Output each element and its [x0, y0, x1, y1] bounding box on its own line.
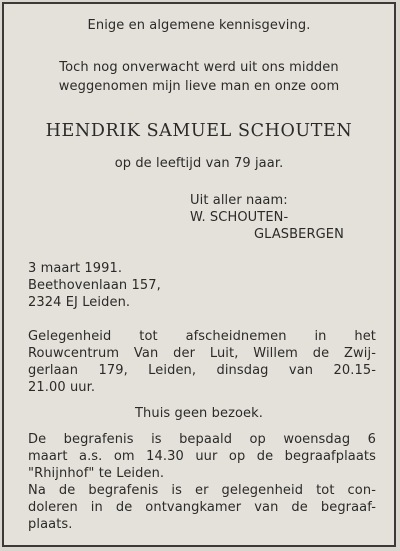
intro-line-2: weggenomen mijn lieve man en onze oom: [58, 79, 340, 94]
death-notice: [2, 2, 396, 547]
funeral-line-2: maart a.s. om 14.30 uur op de begraafplaats: [28, 449, 376, 464]
farewell-line-2: Rouwcentrum Van der Luit, Willem de Zwij-: [28, 346, 376, 361]
intro-line-1: Toch nog onverwacht werd uit ons midden: [59, 60, 339, 75]
no-visit-line: Thuis geen bezoek.: [134, 406, 264, 421]
signoff-name-1: W. SCHOUTEN-: [190, 210, 289, 225]
signoff-label: Uit aller naam:: [190, 193, 288, 208]
deceased-name: HENDRIK SAMUEL SCHOUTEN: [45, 121, 353, 141]
funeral-line-1: De begrafenis is bepaald op woensdag 6: [28, 432, 376, 447]
age-line: op de leeftijd van 79 jaar.: [114, 156, 284, 171]
address-street: Beethovenlaan 157,: [28, 278, 161, 293]
funeral-line-6: plaats.: [28, 517, 73, 532]
signoff-name-2: GLASBERGEN: [254, 227, 344, 242]
notice-heading: Enige en algemene kennisgeving.: [87, 18, 311, 33]
date-line: 3 maart 1991.: [28, 261, 123, 276]
funeral-line-4: Na de begrafenis is er gelegenheid tot con-: [28, 483, 376, 498]
farewell-line-1: Gelegenheid tot afscheidnemen in het: [28, 329, 376, 344]
notice-content: [4, 4, 394, 545]
farewell-line-3: gerlaan 179, Leiden, dinsdag van 20.15-: [28, 363, 376, 378]
farewell-line-4: 21.00 uur.: [28, 380, 96, 395]
funeral-line-5: doleren in de ontvangkamer van de begraaf-: [28, 500, 376, 515]
address-city: 2324 EJ Leiden.: [28, 295, 131, 310]
funeral-line-3: "Rhijnhof" te Leiden.: [28, 466, 165, 481]
